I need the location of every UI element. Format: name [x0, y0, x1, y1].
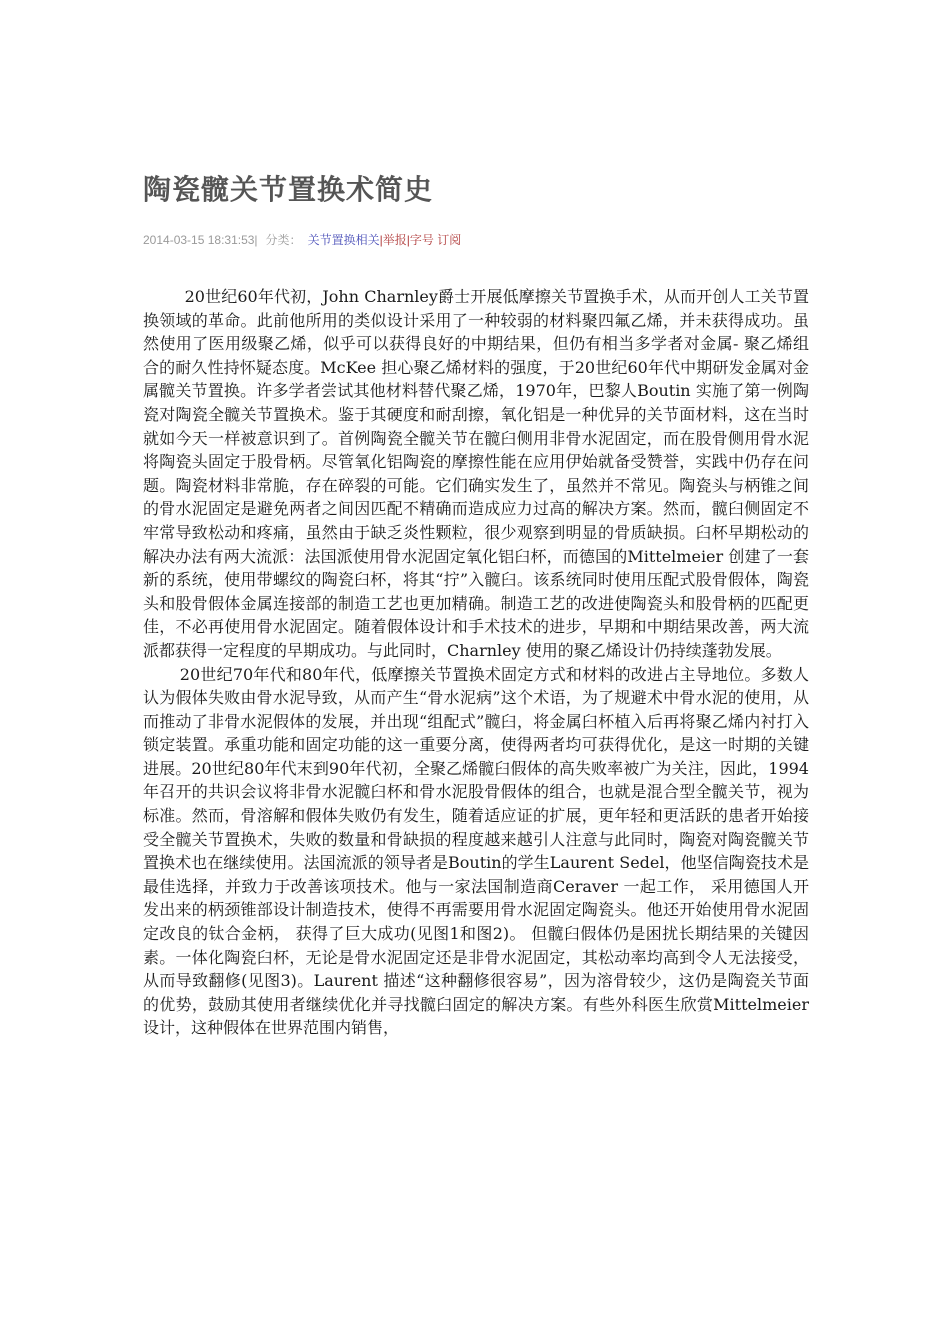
- category-link[interactable]: 关节置换相关: [307, 233, 380, 247]
- article-meta: [143, 231, 461, 248]
- paragraph: 20世纪70年代和80年代，低摩擦关节置换术固定方式和材料的改进占主导地位。多数人认为假体失败由骨水泥导致，从而产生“骨水泥病”这个术语，为了规避术中骨水泥的使用，从而推动了非骨水泥假体的发展，并出现“组配式”髋臼，将金属臼杯植入后再将聚乙烯内衬打入锁定装置。承重功能和固定功能的这一重要分离，使得两者均可获得优化，是这一时期的关键进展。20世纪80年代末到90年代初，全聚乙烯髋臼假体的高失败率被广为关注，因此，1994年召开的共识会议将非骨水泥髋臼杯和骨水泥股骨假体的组合，也就是混合型全髋关节，视为标准。然而，骨溶解和假体失败仍有发生，随着适应证的扩展，更年轻和更活跃的患者开始接受全髋关节置换术，失败的数量和骨缺损的程度越来越引人注意与此同时，陶瓷对陶瓷髋关节置换术也在继续使用。法国流派的领导者是Boutin的学生Laurent Sedel，他坚信陶瓷技术是最佳选择，并致力于改善该项技术。他与一家法国制造商Ceraver 一起工作， 采用德国人开发出来的柄颈锥部设计制造技术，使得不再需要用骨水泥固定陶瓷头。他还开始使用骨水泥固定改良的钛合金柄， 获得了巨大成功(见图1和图2)。 但髋臼假体仍是困扰长期结果的关键因素。一体化陶瓷臼杯，无论是骨水泥固定还是非骨水泥固定，其松动率均高到令人无法接受，从而导致翻修(见图3)。Laurent 描述“这种翻修很容易”，因为溶骨较少，这仍是陶瓷关节面的优势，鼓励其使用者继续优化并寻找髋臼固定的解决方案。有些外科医生欣赏Mittelmeier 设计，这种假体在世界范围内销售，: [143, 664, 809, 1038]
- publish-datetime: 2014-03-15 18:31:53|: [143, 233, 258, 247]
- article-title: 陶瓷髋关节置换术简史: [143, 173, 434, 206]
- separator: |: [379, 233, 383, 247]
- article-body: [143, 285, 809, 1040]
- separator: |: [406, 233, 410, 247]
- subscribe-link[interactable]: 订阅: [437, 233, 462, 247]
- report-link[interactable]: 举报: [382, 233, 407, 247]
- paragraph: 20世纪60年代初，John Charnley爵士开展低摩擦关节置换手术，从而开创人工关节置换领域的革命。此前他所用的类似设计采用了一种较弱的材料聚四氟乙烯，并未获得成功。虽然使用了医用级聚乙烯，似乎可以获得良好的中期结果，但仍有相当多学者对金属- 聚乙烯组合的耐久性持怀疑态度。McKee 担心聚乙烯材料的强度，于20世纪60年代中期研发金属对金属髋关节置换。许多学者尝试其他材料替代聚乙烯，1970年，巴黎人Boutin 实施了第一例陶瓷对陶瓷全髋关节置换术。鉴于其硬度和耐刮擦，氧化铝是一种优异的关节面材料，这在当时就如今天一样被意识到了。首例陶瓷全髋关节在髋臼侧用非骨水泥固定，而在股骨侧用骨水泥将陶瓷头固定于股骨柄。尽管氧化铝陶瓷的摩擦性能在应用伊始就备受赞誉，实践中仍存在问题。陶瓷材料非常脆，存在碎裂的可能。它们确实发生了，虽然并不常见。陶瓷头与柄锥之间的骨水泥固定是避免两者之间因匹配不精确而造成应力过高的解决方案。然而，髋臼侧固定不牢常导致松动和疼痛，虽然由于缺乏炎性颗粒，很少观察到明显的骨质缺损。臼杯早期松动的解决办法有两大流派：法国派使用骨水泥固定氧化铝臼杯，而德国的Mittelmeier 创建了一套新的系统，使用带螺纹的陶瓷臼杯，将其“拧”入髋臼。该系统同时使用压配式股骨假体，陶瓷头和股骨假体金属连接部的制造工艺也更加精确。制造工艺的改进使陶瓷头和股骨柄的匹配更佳，不必再使用骨水泥固定。随着假体设计和手术技术的进步，早期和中期结果改善，两大流派都获得一定程度的早期成功。与此同时，Charnley 使用的聚乙烯设计仍持续蓬勃发展。: [143, 287, 809, 660]
- category-label: 分类：: [265, 233, 302, 247]
- font-size-link[interactable]: 字号: [409, 233, 434, 247]
